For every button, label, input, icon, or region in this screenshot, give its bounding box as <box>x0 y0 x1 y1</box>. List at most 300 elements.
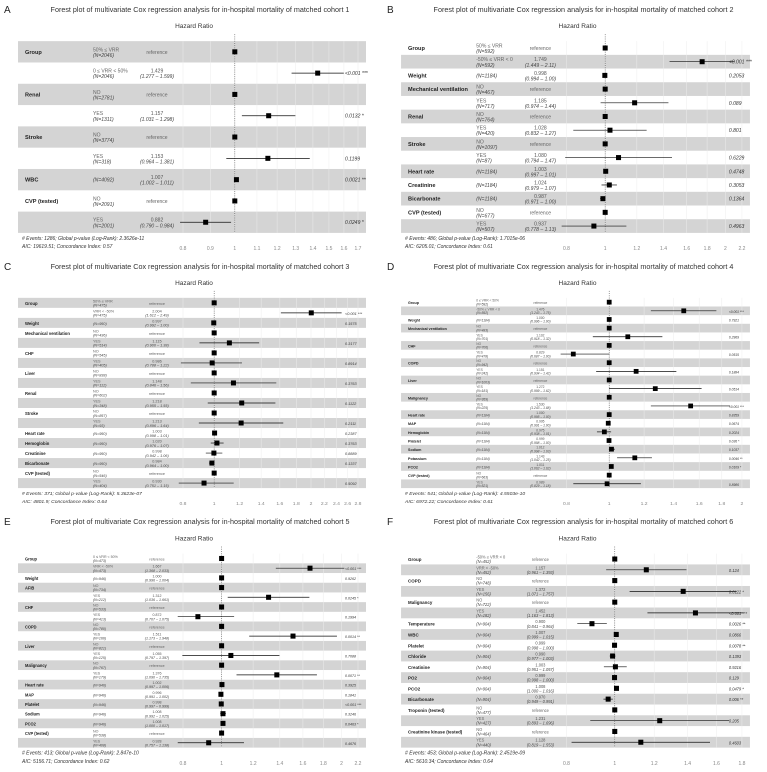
hr-value: reference <box>149 557 165 562</box>
row-band <box>401 376 750 385</box>
n-label: (N=904) <box>476 697 491 703</box>
level-label: NO <box>93 132 101 139</box>
hr-value: 0.984 <box>152 459 162 464</box>
hr-point <box>210 360 215 365</box>
row-band <box>401 164 750 178</box>
p-value: 0.7088 <box>345 654 357 659</box>
hr-value: reference <box>529 114 552 121</box>
hr-value: 1.312 <box>152 593 162 598</box>
panel-d <box>383 257 767 512</box>
n-label: (N=93) <box>93 423 105 428</box>
ci-value: (0.832 – 1.27) <box>524 131 557 138</box>
row-band <box>401 410 750 419</box>
hr-point <box>219 575 224 580</box>
p-value: 0.5092 <box>345 482 357 487</box>
n-label: (N=946) <box>93 693 107 698</box>
ci-value: (0.999 – 1.62) <box>530 388 551 393</box>
variable-label: Creatinine <box>25 451 46 457</box>
tick-label: 1.6 <box>712 760 720 767</box>
hr-point <box>681 589 686 594</box>
level-label: YES <box>93 419 101 424</box>
n-label: (N=3774) <box>93 138 115 145</box>
variable-label: Mechanical ventilation <box>408 327 447 332</box>
hr-point <box>616 155 621 160</box>
row-band <box>18 622 366 632</box>
tick-label: 0.8 <box>179 760 187 767</box>
hr-value: reference <box>146 198 168 205</box>
level-label: YES <box>476 350 483 355</box>
ci-value: (0.997 – 1.01) <box>524 172 557 179</box>
p-value: <0.001 *** <box>345 71 368 78</box>
n-label: (N=592) <box>476 49 495 56</box>
tick-label: 2.2 <box>320 501 328 508</box>
hr-value: reference <box>146 135 168 142</box>
tick-label: 1 <box>603 245 607 252</box>
hr-value: 1.143 <box>536 454 545 459</box>
n-label: (N=904) <box>476 643 491 649</box>
hr-value: 0.999 <box>535 673 546 679</box>
ci-value: (0.687 – 1.00) <box>530 354 551 359</box>
hr-point <box>212 330 217 335</box>
n-label: (N=473) <box>93 559 107 564</box>
hr-value: 1.530 <box>536 402 545 407</box>
level-label: YES <box>476 385 483 390</box>
hr-value: 0.989 <box>536 480 545 485</box>
hr-value: reference <box>529 87 552 94</box>
hr-point <box>612 578 617 583</box>
ci-value: (0.797 – 1.397) <box>144 656 170 661</box>
hr-value: 0.829 <box>536 350 545 355</box>
p-value: 0.3925 <box>345 683 357 688</box>
row-band <box>401 192 750 206</box>
hr-point <box>603 87 608 92</box>
axis-title: Hazard Ratio <box>175 279 213 287</box>
hr-value: 1.476 <box>536 307 545 312</box>
ci-value: (1.612 – 2.49) <box>145 313 169 318</box>
hr-value: 1.020 <box>152 439 162 444</box>
hr-point <box>606 697 611 702</box>
variable-label: Group <box>408 301 419 306</box>
hr-value: 1.000 <box>536 411 545 416</box>
row-band <box>401 462 750 471</box>
tick-label: 1 <box>212 501 216 508</box>
footer-aic: AIC: 5610.34; Concordance Index: 0.64 <box>405 758 493 765</box>
variable-label: Potassium <box>408 456 427 461</box>
ci-value: (0.998 – 1.000) <box>526 645 554 651</box>
level-label: NO <box>476 207 484 214</box>
hr-value: 1.157 <box>150 111 164 118</box>
hr-point <box>212 370 217 375</box>
level-label: 0 ≤ VRR < 50% <box>476 298 499 303</box>
ci-value: (1.163 – 1.813) <box>526 612 554 618</box>
level-label: YES <box>93 613 101 618</box>
n-label: (N=413) <box>93 617 107 622</box>
footer-events: # Events: 371; Global p-value (Log-Rank): 5.3623e-07 <box>22 491 142 498</box>
hr-value: 0.975 <box>536 428 545 433</box>
hr-point <box>219 585 224 590</box>
variable-label: Platelet <box>25 701 40 708</box>
level-label: NO <box>476 726 483 732</box>
row-band <box>401 393 750 402</box>
hr-value: 1.511 <box>152 632 162 637</box>
row-band <box>18 680 366 690</box>
level-label: NO <box>476 324 482 329</box>
variable-label: Bicarbonate <box>25 461 50 467</box>
row-band <box>18 641 366 651</box>
variable-label: PCO2 <box>408 465 418 470</box>
hr-point <box>602 430 607 435</box>
level-label: NO <box>476 471 482 476</box>
tick-label: 1.8 <box>718 501 726 508</box>
footer-events: # Events: 486; Global p-value (Log-Rank): 1.7015e-06 <box>405 235 526 242</box>
level-label: YES <box>476 737 485 743</box>
n-label: (N=452) <box>476 559 491 565</box>
tick-label: 2 <box>340 760 343 767</box>
p-value: 0.1037 <box>728 448 739 453</box>
variable-label: Hemoglobin <box>25 441 50 447</box>
n-label: (N=946) <box>93 702 107 708</box>
p-value: 0.6229 <box>728 155 745 162</box>
level-label: VRR < -50% <box>476 565 499 571</box>
hr-point <box>603 169 608 174</box>
ci-value: (0.996 – 1.00) <box>530 319 551 324</box>
row-band <box>18 338 366 348</box>
n-label: (N=242) <box>476 371 489 376</box>
hr-point <box>612 556 617 561</box>
level-label: VRR < -50% <box>93 564 114 569</box>
p-value: 0.3763 <box>345 381 357 386</box>
ci-value: (0.964 – 1.00) <box>145 463 169 468</box>
tick-label: 1.8 <box>738 760 746 767</box>
ci-value: (0.996 – 1.004) <box>144 578 170 583</box>
hr-value: 0.996 <box>152 690 162 695</box>
variable-label: Liver <box>408 378 417 383</box>
variable-label: Malignancy <box>408 600 433 606</box>
hr-value: reference <box>148 301 166 306</box>
n-label: (N=514) <box>93 343 107 348</box>
hr-point <box>688 404 693 409</box>
n-label: (N=701) <box>476 337 489 342</box>
p-value: 0.129 <box>728 675 739 681</box>
hr-value: reference <box>533 344 548 349</box>
n-label: (N=181) <box>476 388 489 393</box>
p-value: 0.1122 <box>345 401 357 406</box>
ci-value: (1.449 – 2.11) <box>524 62 556 69</box>
p-value: 0.0245 * <box>345 596 359 601</box>
tick-label: 2 <box>724 245 727 252</box>
level-label: YES <box>93 671 101 676</box>
n-label: (N=521) <box>476 484 489 489</box>
variable-label: Temperature <box>408 621 435 627</box>
level-label: YES <box>476 586 485 592</box>
p-value: 0.1575 <box>345 321 357 326</box>
row-band <box>18 699 366 709</box>
tick-label: 0.8 <box>179 501 187 508</box>
panel-title: Forest plot of multivariate Cox regression analysis for in-hospital mortality of matched cohort 5 <box>50 517 350 527</box>
variable-label: MAP <box>408 422 417 427</box>
p-value: 0.0132 * <box>345 113 364 120</box>
level-label: NO <box>476 376 482 381</box>
level-label: NO <box>93 622 99 627</box>
row-band <box>401 672 750 683</box>
hr-point <box>219 604 224 609</box>
n-label: (N=838) <box>93 373 107 378</box>
ci-value: (0.955 – 1.55) <box>145 403 169 408</box>
hr-point <box>657 718 662 723</box>
n-label: (N=950) <box>93 462 107 467</box>
n-label: (N=722) <box>476 602 491 608</box>
ci-value: (0.790 – 0.984) <box>139 223 175 230</box>
ci-value: (1.000 – 1.016) <box>526 688 554 694</box>
hr-value: reference <box>149 732 165 737</box>
n-label: (N=904) <box>476 654 491 660</box>
hr-point <box>239 421 244 426</box>
tick-label: 2 <box>740 501 744 508</box>
row-band <box>18 318 366 328</box>
ci-value: (0.994 – 1.00) <box>524 76 557 83</box>
forest-plot <box>0 512 383 772</box>
level-label: NO <box>476 597 483 603</box>
ci-value: (0.964 – 1.381) <box>139 159 175 166</box>
hr-value: 0.998 <box>152 700 162 705</box>
n-label: (N=436) <box>93 333 107 338</box>
hr-point <box>625 334 630 339</box>
hr-value: 1.128 <box>535 737 546 743</box>
p-value: 0.0109 * <box>728 465 742 470</box>
hr-point <box>589 621 594 626</box>
level-label: NO <box>476 111 484 118</box>
hr-point <box>591 224 596 229</box>
hr-point <box>610 653 615 658</box>
hr-point <box>202 481 207 486</box>
hr-point <box>607 300 612 305</box>
row-band <box>401 651 750 662</box>
hr-value: reference <box>533 378 548 383</box>
hr-point <box>607 317 612 322</box>
panel-letter: E <box>4 517 11 529</box>
hr-point <box>232 49 237 54</box>
hr-point <box>638 740 643 745</box>
level-label: NO <box>476 393 482 398</box>
variable-label: Group <box>25 49 42 56</box>
n-label: (N=533) <box>93 607 107 612</box>
footer-aic: AIC: 4801.9; Concordance Index: 0.64 <box>22 499 107 506</box>
hr-value: reference <box>529 210 552 217</box>
hr-point <box>214 441 219 446</box>
tick-label: 2.2 <box>354 760 362 767</box>
level-label: NO <box>93 349 99 354</box>
hr-point <box>218 692 223 697</box>
n-label: (N=452) <box>476 569 491 575</box>
n-label: (N=2781) <box>93 95 115 102</box>
tick-label: 0.8 <box>563 760 570 767</box>
hr-value: 1.000 <box>152 574 162 579</box>
panel-a <box>0 0 383 257</box>
level-label: YES <box>93 739 101 744</box>
hr-point <box>600 196 605 201</box>
row-band <box>401 445 750 454</box>
n-label: (N=946) <box>93 722 107 727</box>
n-label: (N=857) <box>93 413 107 418</box>
footer-events: # Events: 541; Global p-value (Log-Rank): 4.5503e-10 <box>405 491 526 498</box>
variable-label: Weight <box>408 73 427 80</box>
variable-label: CVP (tested) <box>25 198 59 205</box>
hr-point <box>653 386 658 391</box>
panel-letter: A <box>4 5 11 17</box>
p-value: <0.001 *** <box>345 702 362 708</box>
tick-label: 1.6 <box>683 245 691 252</box>
n-label: (N=475) <box>93 313 107 318</box>
hr-point <box>309 310 314 315</box>
hr-point <box>220 721 225 726</box>
n-label: (N=440) <box>476 742 491 748</box>
hr-value: reference <box>149 644 165 649</box>
hr-point <box>607 378 612 383</box>
n-label: (N=950) <box>93 442 107 447</box>
hr-value: 0.998 <box>534 70 547 77</box>
hr-point <box>607 412 612 417</box>
level-label: NO <box>476 576 483 582</box>
p-value: 0.0026 ** <box>728 621 746 627</box>
hr-point <box>308 566 313 571</box>
level-label: YES <box>476 608 485 614</box>
panel-letter: C <box>4 261 12 273</box>
hr-value: 1.376 <box>152 671 162 676</box>
variable-label: Weight <box>25 575 39 581</box>
p-value: 0.1393 <box>728 654 742 660</box>
variable-label: Bicarbonate <box>408 697 434 703</box>
ci-value: (0.992 – 1.00) <box>145 323 169 328</box>
ci-value: (0.794 – 1.47) <box>524 158 557 165</box>
n-label: (N=904) <box>476 632 491 638</box>
hr-point <box>612 707 617 712</box>
n-label: (N=950) <box>93 452 107 457</box>
hr-point <box>219 682 224 687</box>
n-label: (N=904) <box>476 621 491 627</box>
tick-label: 1.2 <box>640 501 648 508</box>
p-value: 0.1337 <box>345 462 357 467</box>
p-value: 0.036 * <box>728 439 740 444</box>
p-value: 0.1364 <box>728 196 745 203</box>
hr-point <box>603 141 608 146</box>
p-value: 0.2387 <box>345 432 357 437</box>
hr-value: 0.998 <box>152 449 162 454</box>
hr-point <box>206 740 211 745</box>
n-label: (N=2046) <box>93 74 115 81</box>
footer-aic: AIC: 5156.71; Concordance Index: 0.62 <box>22 758 110 765</box>
variable-label: Heart rate <box>408 169 435 176</box>
ci-value: (0.819 – 1.553) <box>526 742 554 748</box>
p-value: 0.8359 <box>728 413 739 418</box>
tick-label: 1.4 <box>257 501 265 508</box>
hr-point <box>681 308 686 313</box>
ci-value: (0.997 – 1.006) <box>144 685 170 690</box>
variable-label: CHF <box>408 344 416 349</box>
p-value: 0.0463 * <box>345 722 359 727</box>
hr-value: reference <box>531 578 549 584</box>
level-label: 0 ≤ VRR < 50% <box>93 554 118 559</box>
level-label: -50% ≤ VRR < 0 <box>476 554 506 560</box>
p-value: 0.089 <box>728 100 742 107</box>
n-label: (N=748) <box>476 580 491 586</box>
variable-label: Malignancy <box>408 396 428 401</box>
hr-value: 1.008 <box>152 719 162 724</box>
n-label: (N=1184) <box>476 73 498 80</box>
tick-label: 1.6 <box>276 501 284 508</box>
hr-point <box>212 350 217 355</box>
tick-label: 1.6 <box>340 245 348 252</box>
p-value: 0.0014 ** <box>345 635 360 640</box>
hr-value: 1.157 <box>535 565 546 571</box>
level-label: YES <box>476 98 487 105</box>
hr-point <box>606 421 611 426</box>
row-band <box>18 660 366 670</box>
hr-point <box>607 326 612 331</box>
ci-value: (0.893 – 1.696) <box>526 720 554 726</box>
level-label: NO <box>476 139 484 146</box>
tick-label: 1 <box>607 501 611 508</box>
n-label: (N=1184) <box>476 169 498 176</box>
tick-label: 1 <box>220 760 223 767</box>
hr-point <box>613 664 618 669</box>
ci-value: (0.999 – 1.015) <box>526 634 554 640</box>
hr-value: reference <box>146 49 168 56</box>
hr-value: 0.937 <box>534 221 547 228</box>
panel-e <box>0 512 383 772</box>
variable-label: Weight <box>408 318 421 323</box>
hr-point <box>231 380 236 385</box>
variable-label: Renal <box>25 92 41 99</box>
level-label: NO <box>93 603 99 608</box>
ci-value: (0.841 – 0.964) <box>526 623 554 629</box>
footer-events: # Events: 453; Global p-value (Log-Rank): 2.4519e-09 <box>405 750 526 757</box>
p-value: <0.001 *** <box>345 311 363 316</box>
hr-value: 1.007 <box>150 175 164 182</box>
variable-label: Malignancy <box>25 663 47 669</box>
p-value: 0.0515 <box>728 353 739 358</box>
hr-value: 0.986 <box>152 359 162 364</box>
variable-label: CHF <box>25 604 34 611</box>
p-value: 0.3763 <box>345 442 357 447</box>
ci-value: (0.995 – 1.00) <box>530 414 551 419</box>
hr-point <box>211 451 216 456</box>
n-label: (N=477) <box>476 709 491 715</box>
n-label: (N=950) <box>93 321 107 326</box>
p-value: <0.001 *** <box>345 567 362 572</box>
ci-value: (0.900 – 1.38) <box>145 343 169 348</box>
p-value: 0.0674 <box>728 422 739 427</box>
level-label: NO <box>93 409 99 414</box>
p-value: <0.001 *** <box>728 610 748 616</box>
variable-label: COPD <box>25 624 37 630</box>
ci-value: (1.071 – 1.757) <box>526 591 554 597</box>
level-label: YES <box>93 479 101 484</box>
forest-plot <box>383 257 767 512</box>
hr-point <box>234 177 239 182</box>
level-label: YES <box>93 632 101 637</box>
tick-label: 1.2 <box>236 501 244 508</box>
tick-label: 1.1 <box>253 245 261 252</box>
row-band <box>401 324 750 333</box>
level-label: YES <box>93 111 104 118</box>
panel-title: Forest plot of multivariate Cox regression analysis for in-hospital mortality of matched cohort 1 <box>50 5 350 15</box>
hr-value: reference <box>531 600 549 606</box>
hr-point <box>219 556 224 561</box>
p-value: 0.4963 <box>728 224 745 231</box>
panel-letter: D <box>387 261 395 273</box>
n-label: (N=663) <box>476 475 489 480</box>
hr-value: 1.148 <box>152 379 162 384</box>
